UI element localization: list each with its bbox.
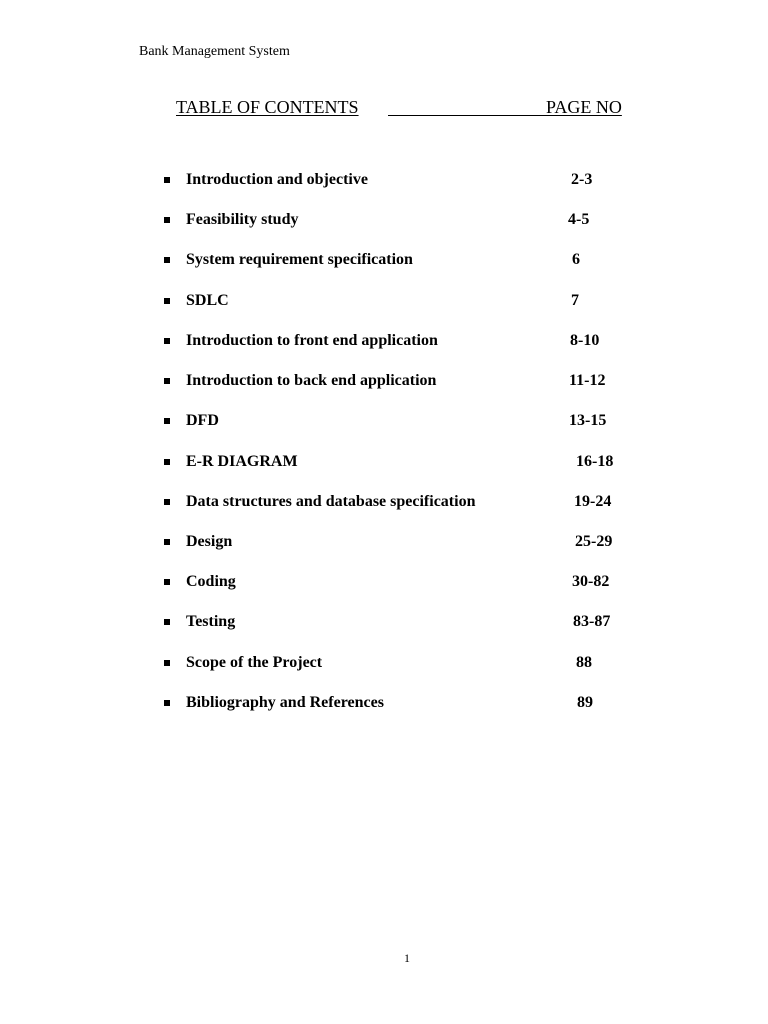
page-no-heading: PAGE NO xyxy=(546,97,622,117)
toc-entry xyxy=(0,412,768,434)
toc-entry-page: 7 xyxy=(571,292,579,309)
page-number: 1 xyxy=(404,951,410,965)
bullet-icon xyxy=(164,459,170,465)
toc-entry xyxy=(0,251,768,273)
bullet-icon xyxy=(164,619,170,625)
toc-entry xyxy=(0,453,768,475)
toc-entry-page: 88 xyxy=(576,654,592,671)
toc-entry-page: 16-18 xyxy=(576,453,614,470)
toc-entry-page: 25-29 xyxy=(575,533,613,550)
bullet-icon xyxy=(164,217,170,223)
bullet-icon xyxy=(164,298,170,304)
toc-entry xyxy=(0,171,768,193)
toc-entry-page: 83-87 xyxy=(573,613,611,630)
bullet-icon xyxy=(164,378,170,384)
toc-entry-page: 2-3 xyxy=(571,171,593,188)
toc-entry-page: 13-15 xyxy=(569,412,607,429)
toc-entry xyxy=(0,533,768,555)
toc-entry-page: 6 xyxy=(572,251,580,268)
toc-entry-title: Scope of the Project xyxy=(186,654,323,671)
toc-entry-title: E-R DIAGRAM xyxy=(186,453,298,470)
toc-entry-page: 11-12 xyxy=(569,372,606,389)
toc-entry-page: 4-5 xyxy=(568,211,590,228)
toc-entry-title: Testing xyxy=(186,613,236,630)
bullet-icon xyxy=(164,499,170,505)
bullet-icon xyxy=(164,257,170,263)
toc-entry-page: 89 xyxy=(577,694,593,711)
bullet-icon xyxy=(164,660,170,666)
toc-entry xyxy=(0,654,768,676)
toc-heading-underline xyxy=(388,115,546,116)
toc-entry-title: Design xyxy=(186,533,233,550)
toc-entry xyxy=(0,694,768,716)
toc-entry-title: Introduction to back end application xyxy=(186,372,437,389)
toc-entry xyxy=(0,292,768,314)
toc-entry-title: Introduction and objective xyxy=(186,171,368,188)
toc-entry xyxy=(0,573,768,595)
toc-entry-page: 19-24 xyxy=(574,493,612,510)
bullet-icon xyxy=(164,338,170,344)
bullet-icon xyxy=(164,539,170,545)
toc-entry-page: 8-10 xyxy=(570,332,600,349)
toc-entry-title: Coding xyxy=(186,573,236,590)
bullet-icon xyxy=(164,418,170,424)
toc-entry-page: 30-82 xyxy=(572,573,610,590)
bullet-icon xyxy=(164,177,170,183)
toc-entry xyxy=(0,211,768,233)
bullet-icon xyxy=(164,700,170,706)
toc-entry-title: SDLC xyxy=(186,292,229,309)
toc-entry xyxy=(0,613,768,635)
toc-entry-title: System requirement specification xyxy=(186,251,413,268)
toc-entry-title: Data structures and database specification xyxy=(186,493,476,510)
toc-entry xyxy=(0,372,768,394)
toc-entry-title: Feasibility study xyxy=(186,211,299,228)
toc-entry-title: Introduction to front end application xyxy=(186,332,438,349)
toc-entry-title: DFD xyxy=(186,412,219,429)
toc-entry-title: Bibliography and References xyxy=(186,694,384,711)
document-header: Bank Management System xyxy=(139,44,290,59)
toc-entry xyxy=(0,493,768,515)
bullet-icon xyxy=(164,579,170,585)
toc-heading: TABLE OF CONTENTS xyxy=(176,97,359,117)
toc-entry xyxy=(0,332,768,354)
